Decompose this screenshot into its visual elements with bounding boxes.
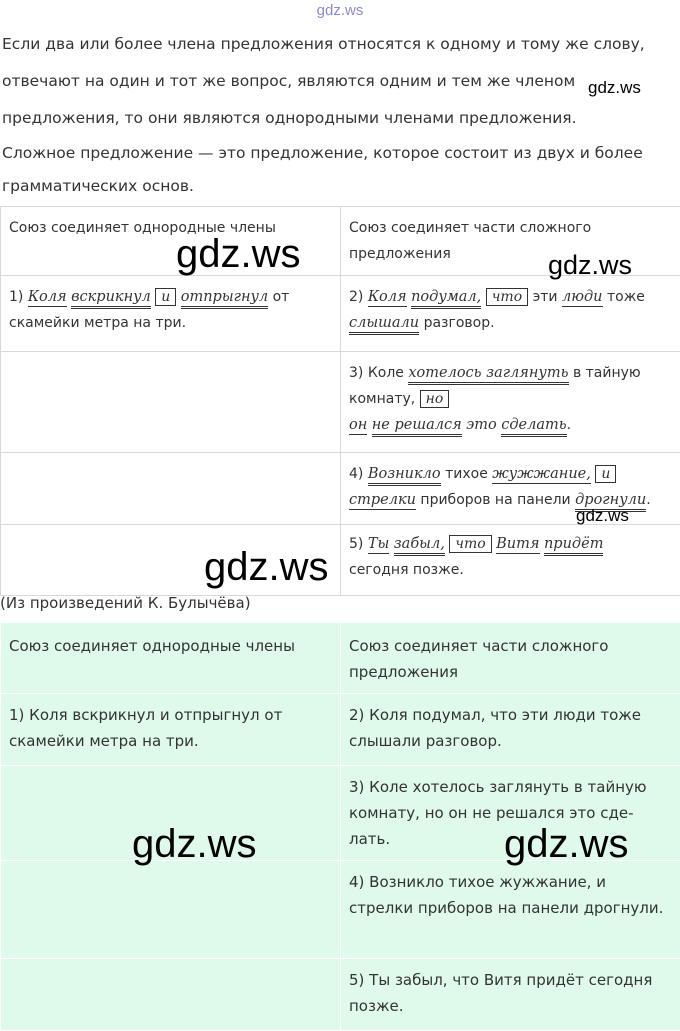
subject-word: Коля (27, 289, 67, 305)
intro-line: Если два или более члена предложения относятся к одному и тому же слову, (2, 35, 645, 53)
table-header-row (1, 623, 680, 694)
predicate-word: не решался (372, 417, 462, 437)
intro-line: Сложное предложение — это предложение, которое состоит из двух и более (2, 144, 643, 162)
table-cell (1, 453, 341, 525)
table-cell: 1) Коля вскрикнул и отпрыгнул от скамейки метра на три. (1, 276, 341, 352)
table-cell: 3) Коле хотелось заглянуть в тайную комнату, но он не решался это сделать. (341, 352, 680, 453)
table-cell: 3) Коле хотелось заглянуть в тайную комнату, но он не решался это сде-лать. (341, 766, 680, 861)
table-row (1, 959, 680, 1031)
predicate-word: сделать (501, 417, 566, 437)
table-cell: 5) Ты забыл, что Витя придёт сегодня позже. (341, 959, 680, 1031)
predicate-word: подумал, (411, 289, 481, 309)
subject-word: Ты (367, 536, 390, 552)
subject-word: Коля (367, 289, 407, 305)
watermark: gdz.ws (588, 78, 641, 97)
column-header: Союз соединяет однородные члены (1, 207, 341, 276)
table-cell: 4) Возникло тихое жужжание, и стрелки приборов на панели дрогнули. (341, 861, 680, 959)
subject-word: люди (561, 289, 603, 305)
conjunction-box: и (595, 465, 616, 483)
table-row (1, 352, 680, 453)
table-cell: 1) Коля вскрикнул и отпрыгнул от скамейки метра на три. (1, 694, 341, 766)
watermark: gdz.ws (576, 506, 629, 525)
table-cell (1, 861, 341, 959)
predicate-word: отпрыгнул (181, 289, 268, 309)
intro-paragraph (2, 26, 678, 203)
column-header: Союз соединяет однородные члены (1, 623, 341, 694)
predicate-word: Возникло (368, 466, 441, 486)
table-row (1, 694, 680, 766)
predicate-word: придёт (544, 536, 603, 556)
conjunction-box: что (449, 535, 491, 553)
table-cell: 2) Коля подумал, что эти люди тоже слышали разговор. (341, 694, 680, 766)
predicate-word: вскрикнул (71, 289, 151, 309)
table-cell: 2) Коля подумал, что эти люди тоже слышали разговор. (341, 276, 680, 352)
table-row (1, 861, 680, 959)
site-logo: gdz.ws (316, 2, 364, 19)
predicate-word: слышали (349, 315, 419, 335)
conjunction-box: что (486, 288, 528, 306)
table-row (1, 525, 680, 596)
table-cell (1, 352, 341, 453)
subject-word: он (349, 417, 368, 433)
predicate-word: дрогнули (575, 492, 646, 512)
watermark: gdz.ws (176, 232, 301, 276)
table-cell (1, 959, 341, 1031)
column-header: Союз соединяет части сложного предложения (341, 207, 680, 276)
predicate-word: забыл, (394, 536, 445, 556)
column-header: Союз соединяет части сложного предложения (341, 623, 680, 694)
predicate-word: хотелось заглянуть (408, 365, 568, 385)
conjunction-box: и (155, 288, 176, 306)
watermark: gdz.ws (204, 545, 329, 589)
subject-word: жужжание, (492, 466, 591, 482)
table-row (1, 276, 680, 352)
subject-word: стрелки (349, 492, 416, 508)
watermark: gdz.ws (548, 250, 633, 280)
intro-line: отвечают на один и тот же вопрос, являются одним и тем же членом (2, 72, 576, 90)
watermark: gdz.ws (504, 822, 629, 866)
subject-word: Витя (496, 536, 540, 552)
source-note: (Из произведений К. Булычёва) (0, 594, 251, 612)
table-cell: 4) Возникло тихое жужжание, и стрелки приборов на панели дрогнули. (341, 453, 680, 525)
intro-line: грамматических основ. (2, 177, 194, 195)
conjunction-box: но (420, 390, 450, 408)
table-cell: 5) Ты забыл, что Витя придёт сегодня позже. (341, 525, 680, 596)
intro-line: предложения, то они являются однородными членами предложения. (2, 109, 577, 127)
watermark: gdz.ws (132, 822, 257, 866)
